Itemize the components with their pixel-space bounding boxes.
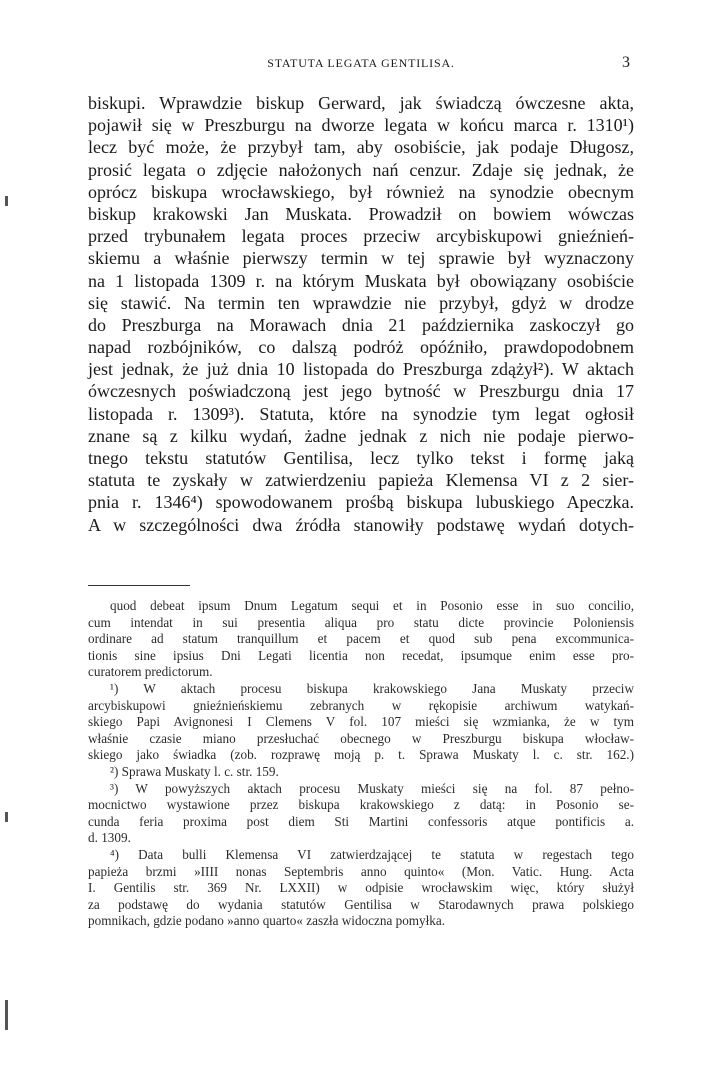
- page-header: [88, 54, 634, 76]
- text-line: biskupi. Wprawdzie biskup Gerward, jak świadczą ówczesne akta,: [88, 93, 634, 113]
- footnote-separator: [88, 585, 190, 586]
- footnote-line: ¹) W aktach procesu biskupa krakowskiego Jana Muskaty przeciw: [110, 680, 634, 696]
- footnote-line: ⁴) Data bulli Klemensa VI zatwierdzającej te statuta w regestach tego: [110, 846, 634, 862]
- text-line: listopada r. 1309³). Statuta, które na synodzie tym legat ogłosił: [88, 403, 634, 424]
- footnotes: [88, 598, 634, 930]
- text-line: biskup krakowski Jan Muskata. Prowadził on bowiem wówczas: [88, 203, 634, 224]
- text-line: lecz być może, że przybył tam, aby osobiście, jak podaje Długosz,: [88, 137, 634, 158]
- footnote-line: tionis sine ipsius Dni Legati licentia non recedat, ipsumque enim esse pro-: [88, 647, 634, 663]
- footnote-line: ordinare ad statum tranquillum et pacem et quod sub pena excommunica-: [88, 631, 634, 647]
- margin-mark: [5, 196, 8, 206]
- footnote-line: ³) W powyższych aktach procesu Muskaty mieści się na fol. 87 pełno-: [110, 780, 634, 796]
- footnote-line: arcybiskupowi gnieźnieńskiemu zebranych w rękopisie archiwum watykań-: [88, 697, 634, 713]
- text-line: się stawić. Na termin ten wprawdzie nie przybył, gdyż w drodze: [88, 292, 634, 313]
- footnote-line: ²) Sprawa Muskaty l. c. str. 159.: [110, 763, 279, 779]
- text-line: tnego tekstu statutów Gentilisa, lecz tylko tekst i formę jaką: [88, 448, 634, 468]
- footnote-line: cum intendat in sui presentia aliqua pro statu dicte provincie Poloniensis: [88, 614, 634, 630]
- footnote-line: quod debeat ipsum Dnum Legatum sequi et in Posonio esse in suo concilio,: [110, 598, 634, 613]
- text-line: ówczesnych poświadczoną jest jego bytność w Preszburgu dnia 17: [88, 381, 634, 402]
- footnote-line: I. Gentilis str. 369 Nr. LXXII) w odpisie wrocławskim więc, który służył: [88, 880, 634, 896]
- text-line: jest jednak, że już dnia 10 listopada do Preszburga zdążył²). W aktach: [88, 359, 634, 380]
- footnote-line: właśnie czasie miano przesłuchać obecnego w Preszburgu biskupa włocław-: [88, 730, 634, 746]
- page-number: 3: [622, 54, 630, 71]
- main-text: [88, 92, 634, 536]
- footnote-line: za podstawę do wydania statutów Gentilisa w Starodawnych prawa polskiego: [88, 896, 634, 912]
- text-line: przed trybunałem legata proces przeciw arcybiskupowi gnieźnień-: [88, 226, 634, 247]
- text-line: skiemu a właśnie pierwszy termin w tej sprawie był wyznaczony: [88, 248, 634, 269]
- margin-mark: [5, 812, 8, 822]
- text-line: oprócz biskupa wrocławskiego, był również na synodzie obecnym: [88, 181, 634, 202]
- footnote-line: skiego Papi Avignonesi I Clemens V fol. 107 mieści się wzmianka, że w tym: [88, 714, 634, 730]
- footnote-line: d. 1309.: [88, 830, 131, 846]
- text-line: pnia r. 1346⁴) spowodowanem prośbą biskupa lubuskiego Apeczka.: [88, 492, 634, 513]
- text-line: pojawił się w Preszburgu na dworze legata w końcu marca r. 1310¹): [88, 115, 634, 136]
- text-line: do Preszburga na Morawach dnia 21 października zaskoczył go: [88, 314, 634, 335]
- text-line: na 1 listopada 1309 r. na którym Muskata był obowiązany osobiście: [88, 270, 634, 291]
- text-line: znane są z kilku wydań, żadne jednak z nich nie podaje pierwo-: [88, 425, 634, 446]
- footnote-line: papieża brzmi »IIII nonas Septembris anno quinto« (Mon. Vatic. Hung. Acta: [88, 863, 634, 879]
- footnote-line: skiego jako świadka (zob. rozprawę moją p. t. Sprawa Muskaty l. c. str. 162.): [88, 747, 634, 763]
- text-line: statuta te zyskały w zatwierdzeniu papieża Klemensa VI z 2 sier-: [88, 470, 634, 491]
- footnote-line: cunda feria proxima post diem Sti Martini confessoris atque pontificis a.: [88, 813, 634, 829]
- footnote-line: curatorem predictorum.: [88, 664, 213, 680]
- running-title: STATUTA LEGATA GENTILISA.: [267, 56, 455, 70]
- text-line: napad rozbójników, co dalszą podróż opóźniło, prawdopodobnem: [88, 337, 634, 358]
- footnote-line: mocnictwo wystawione przez biskupa krakowskiego z datą: in Posonio se-: [88, 797, 634, 813]
- text-line: A w szczególności dwa źródła stanowiły podstawę wydań dotych-: [88, 514, 634, 535]
- margin-mark: [5, 1000, 8, 1030]
- footnote-line: pomnikach, gdzie podano »anno quarto« zaszła widoczna pomyłka.: [88, 913, 446, 929]
- text-line: prosić legata o zdjęcie nałożonych nań cenzur. Zdaje się jednak, że: [88, 159, 634, 180]
